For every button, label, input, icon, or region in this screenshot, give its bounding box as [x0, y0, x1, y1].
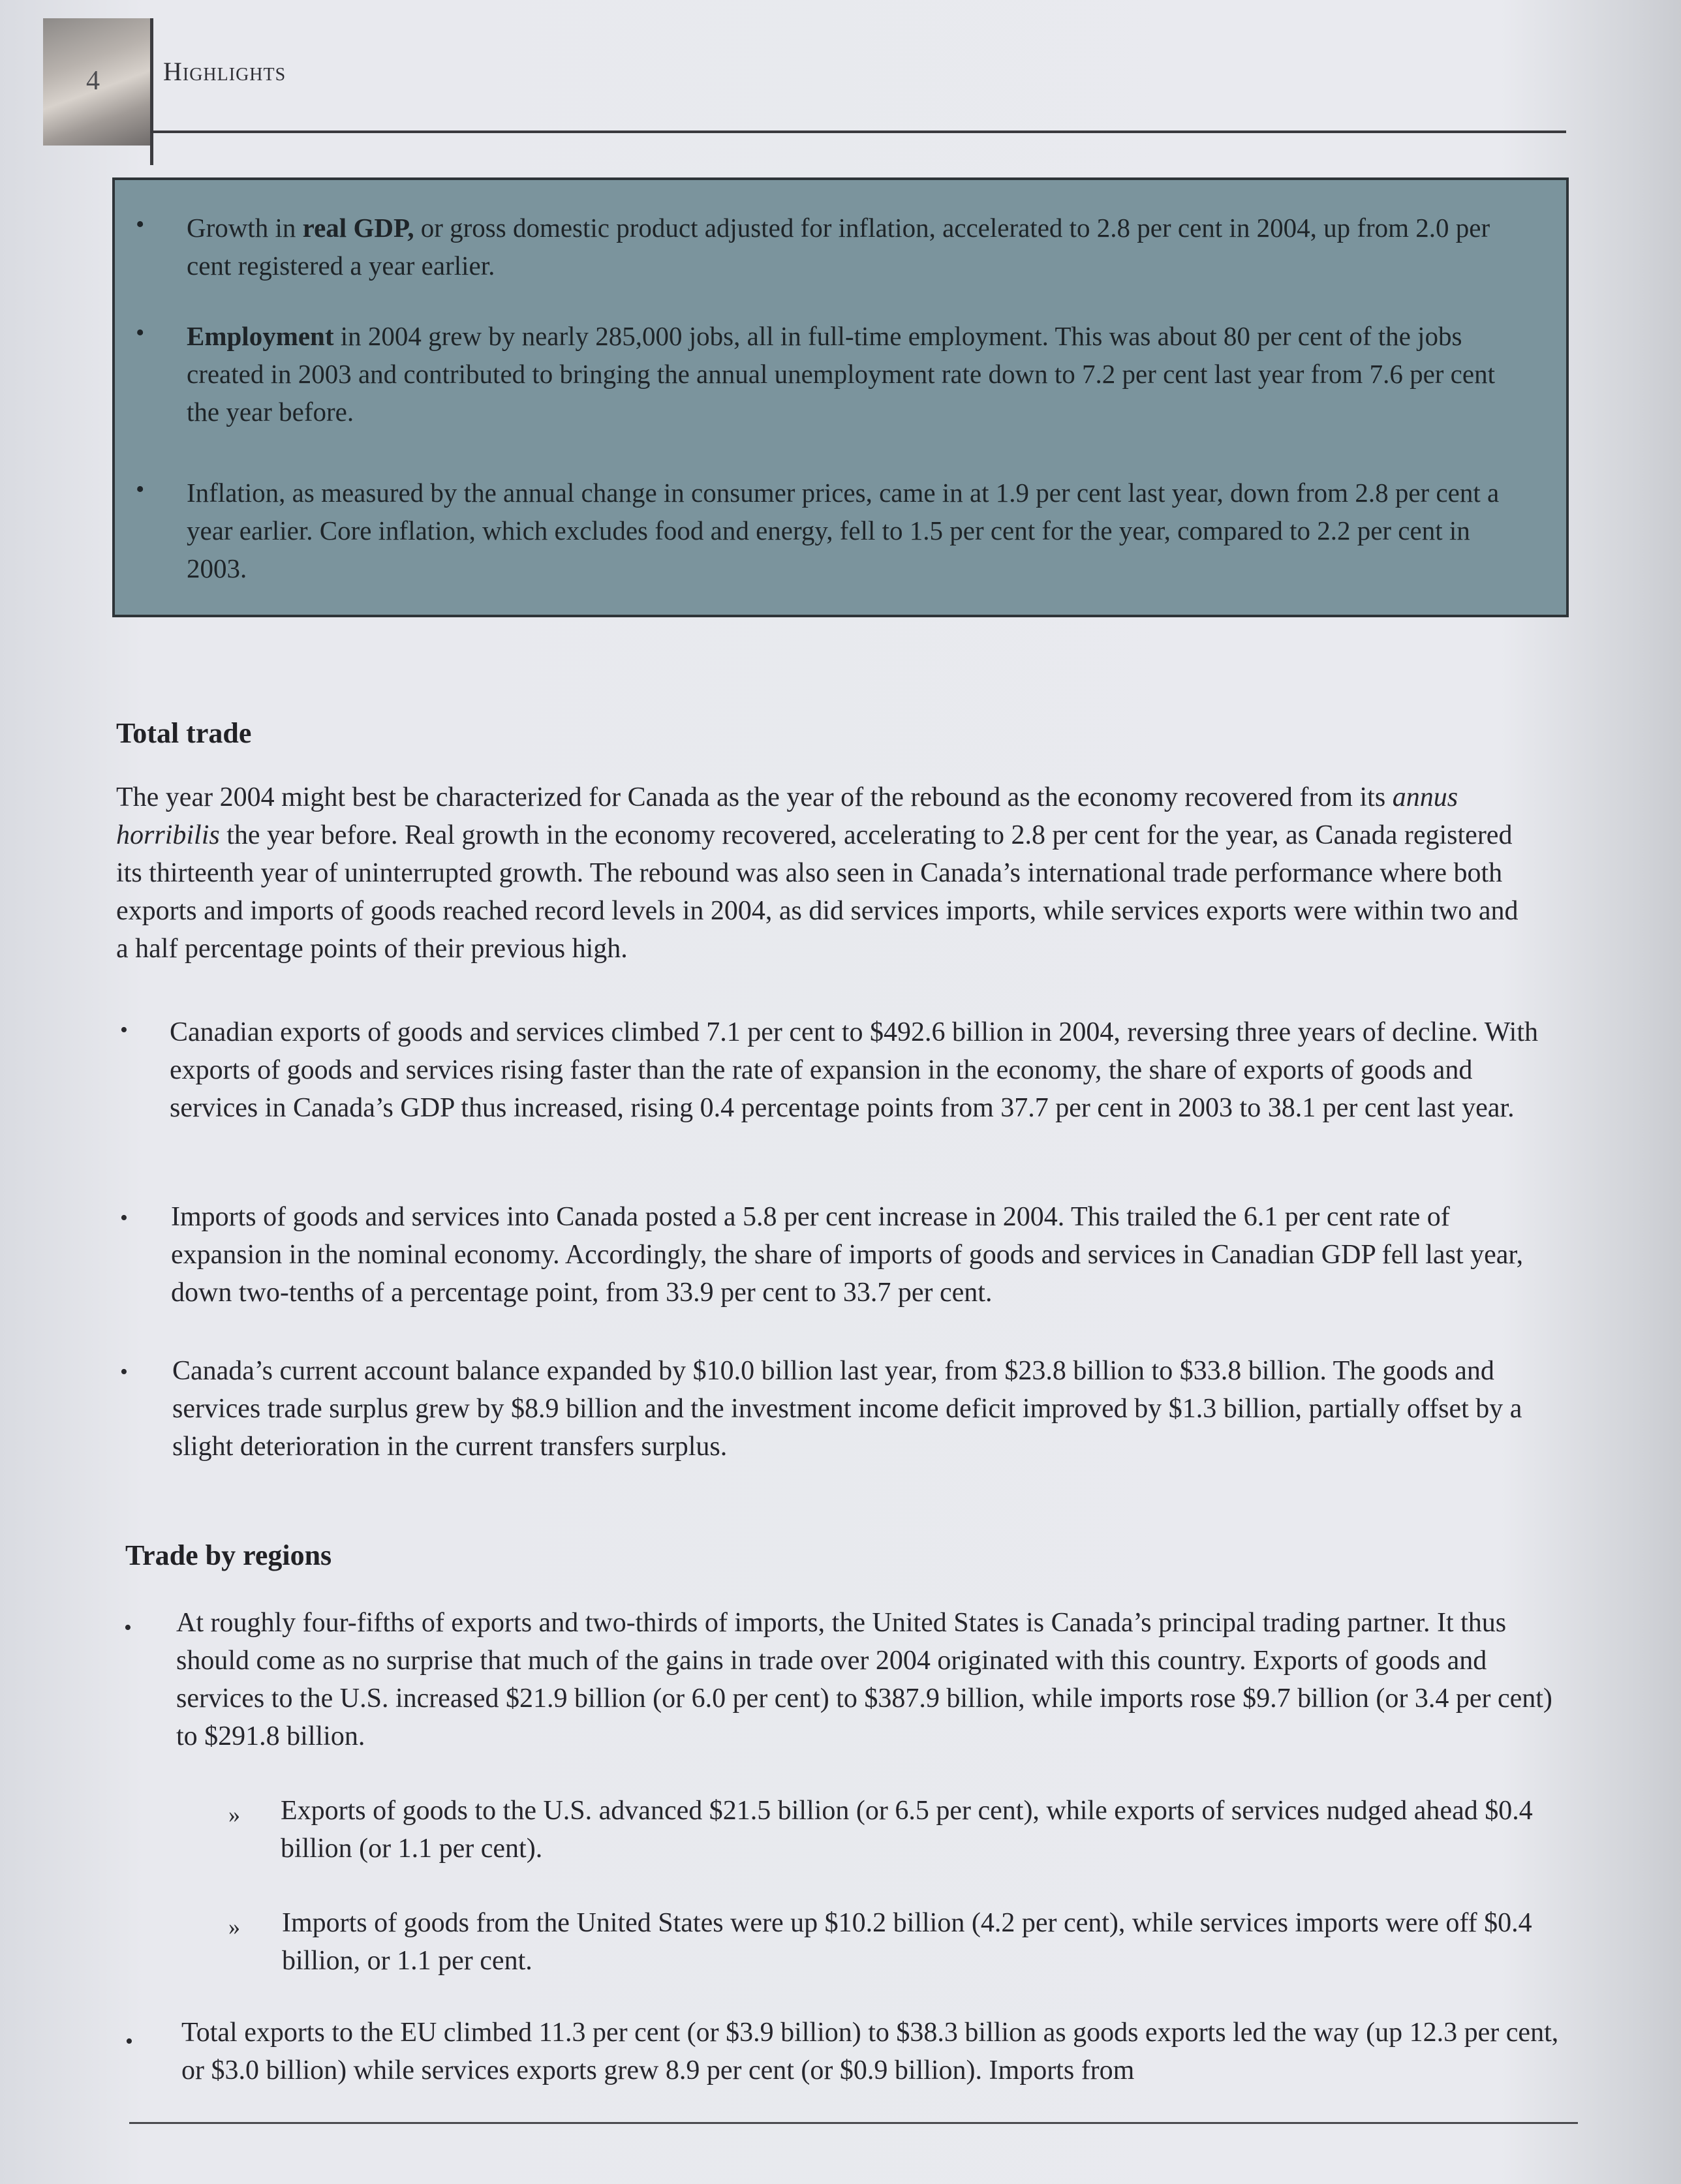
bullet-marker: •	[120, 1018, 128, 1042]
total-trade-bullet-current-account: Canada’s current account balance expanded by $10.0 billion last year, from $23.8 billion to $33.8 billion. The goods and services trade surplus grew by $8.9 billion and the investment income deficit improved by $1.3 billion, partially offset by a slight deterioration in the current transfers surplus.	[172, 1356, 1522, 1462]
section-title: Highlights	[163, 57, 286, 86]
sub-bullet-marker: »	[228, 1914, 240, 1940]
footer-rule	[129, 2122, 1578, 2124]
page-number: 4	[86, 66, 100, 96]
regions-bullet-eu: Total exports to the EU climbed 11.3 per cent (or $3.9 billion) to $38.3 billion as goods exports led the way (up 12.3 per cent, or $3.0 billion) while services exports grew 8.9 per cent (or $0.9 billion). Imports from	[181, 2018, 1559, 2085]
bullet-marker: •	[136, 476, 145, 503]
bullet-marker: •	[124, 1616, 132, 1640]
highlight-inflation: Inflation, as measured by the annual change in consumer prices, came in at 1.9 per cent last year, down from 2.8 per cent a year earlier. Core inflation, which excludes food and energy, fell to 1.5 per cent for the year, compared to 2.2 per cent in 2003.	[187, 478, 1500, 583]
total-trade-intro: The year 2004 might best be characterized for Canada as the year of the rebound as the economy recovered from its annus horribilis the year before. Real growth in the economy recovered, accelerating to 2.8 per cent for the year, as Canada registered its thirteenth year of uninterrupted growth. The rebound was also seen in Canada’s international trade performance where both exports and imports of goods reached record levels in 2004, as did services imports, while services exports were within two and a half percentage points of their previous high.	[116, 782, 1519, 964]
regions-sub-item-us-imports: Imports of goods from the United States were up $10.2 billion (4.2 per cent), while services imports were off $0.4 billion, or 1.1 per cent.	[282, 1908, 1532, 1976]
bullet-marker: •	[125, 2029, 133, 2053]
highlights-box	[112, 177, 1569, 617]
total-trade-bullet-imports: Imports of goods and services into Canada posted a 5.8 per cent increase in 2004. This trailed the 6.1 per cent rate of expansion in the nominal economy. Accordingly, the share of imports of goods and services in Canadian GDP fell last year, down two-tenths of a percentage point, from 33.9 per cent to 33.7 per cent.	[171, 1202, 1524, 1308]
total-trade-bullet-exports: Canadian exports of goods and services climbed 7.1 per cent to $492.6 billion in 2004, reversing three years of decline. With exports of goods and services rising faster than the rate of expansion in the economy, the share of exports of goods and services in Canada’s GDP thus increased, rising 0.4 percentage points from 37.7 per cent in 2003 to 38.1 per cent last year.	[170, 1017, 1538, 1123]
bullet-marker: •	[120, 1360, 128, 1384]
bullet-marker: •	[120, 1206, 128, 1230]
bullet-marker: •	[136, 211, 145, 238]
highlight-gdp: Growth in real GDP, or gross domestic product adjusted for inflation, accelerated to 2.8 per cent in 2004, up from 2.0 per cent registered a year earlier.	[187, 213, 1490, 281]
bullet-marker: •	[136, 319, 145, 346]
highlight-employment: Employment in 2004 grew by nearly 285,000 jobs, all in full-time employment. This was about 80 per cent of the jobs created in 2003 and contributed to bringing the annual unemployment rate down to 7.2 per cent last year from 7.6 per cent the year before.	[187, 321, 1495, 427]
heading-trade-by-regions: Trade by regions	[125, 1539, 332, 1571]
header-rule	[150, 131, 1566, 133]
header-vertical-rule	[150, 18, 153, 165]
sub-bullet-marker: »	[228, 1802, 240, 1828]
regions-sub-item-us-exports: Exports of goods to the U.S. advanced $21.5 billion (or 6.5 per cent), while exports of services nudged ahead $0.4 billion (or 1.1 per cent).	[281, 1796, 1533, 1864]
heading-total-trade: Total trade	[116, 717, 252, 749]
regions-bullet-united-states: At roughly four-fifths of exports and two-thirds of imports, the United States is Canada’s principal trading partner. It thus should come as no surprise that much of the gains in trade over 2004 originated with this country. Exports of goods and services to the U.S. increased $21.9 billion (or 6.0 per cent) to $387.9 billion, while imports rose $9.7 billion (or 3.4 per cent) to $291.8 billion.	[176, 1608, 1552, 1751]
